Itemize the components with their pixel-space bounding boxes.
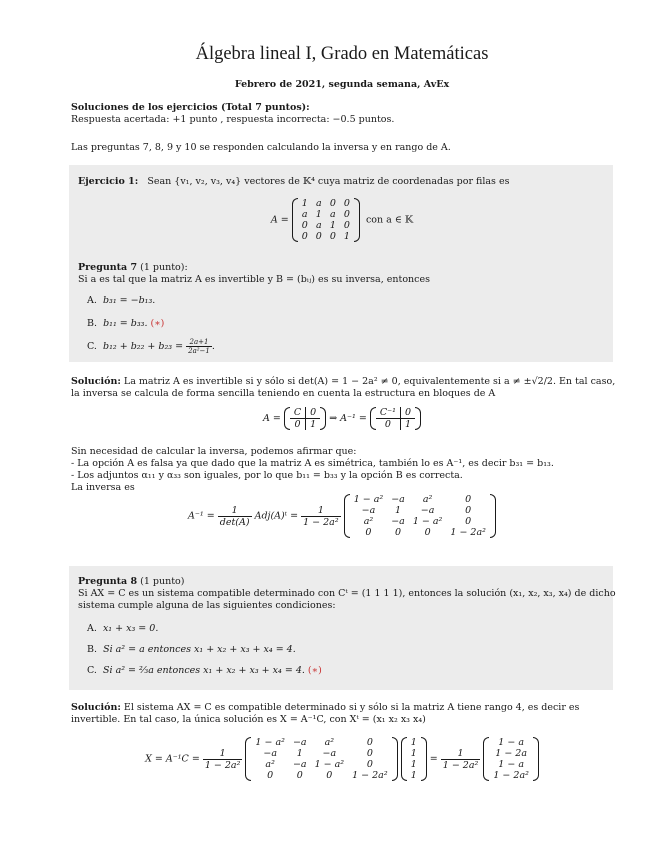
block-matrix-a-inverse: C⁻¹ 0 0 1 bbox=[370, 407, 421, 430]
solution-8-label: Solución: bbox=[71, 702, 121, 713]
solution-x-fraction-2: $\frac{1}{\text{1 − 2a²}}$ bbox=[442, 747, 479, 771]
correct-answer-mark: (∗) bbox=[150, 318, 165, 329]
matrix-a-condition: con a ∈ 𝕂 bbox=[365, 214, 414, 226]
solution-7-label: Solución: bbox=[71, 376, 121, 387]
inverse-formula-display: A⁻¹ = $\frac{1}{\det(A)}$ Adj(A)ᵗ = $\frac{1}{\text{1 − 2a²}}$ 1 − a² −a a² 0 −a 1 −a 0 a² −a 1 − a² 0 0 0 0 1 − 2a² bbox=[71, 494, 613, 538]
solution-x-fraction: $\frac{1}{\text{1 − 2a²}}$ bbox=[204, 747, 241, 771]
solutions-heading: Soluciones de los ejercicios (Total 7 puntos): bbox=[71, 102, 310, 113]
solution-x-display: X = A⁻¹C = $\frac{1}{\text{1 − 2a²}}$ 1 − a² −a a² 0 −a 1 −a 0 a² −a 1 − a² 0 0 0 0 1 − 2a² 1 1 1 1 = $\frac{1}{\text{1 − 2a²}}$ 1 − a 1 − 2a 1 − a 1 − 2a² bbox=[71, 737, 613, 781]
block-structure-display: A = C 0 0 1 ⇒ A⁻¹ = C⁻¹ 0 0 1 bbox=[71, 407, 613, 430]
solution-7-line-2: la inversa se calcula de forma sencilla teniendo en cuenta la estructura en bloques de A bbox=[71, 388, 496, 399]
ones-vector: 1 1 1 1 bbox=[401, 737, 427, 781]
solution-8-line-1: Solución: El sistema AX = C es compatible determinado si y sólo si la matriz A tiene rango 4, es decir es bbox=[71, 702, 580, 713]
solution-7-line-1: Solución: La matriz A es invertible si y sólo si det(A) = 1 − 2a² ≠ 0, equivalentemente si a ≠ ±√2/2. En tal caso, bbox=[71, 376, 616, 387]
question-7-option-b[interactable]: B. b₁₁ = b₃₃. (∗) bbox=[87, 318, 165, 329]
question-8-statement-1: Si AX = C es un sistema compatible determinado con Cᵗ = (1 1 1 1), entonces la solución (x₁, x₂, x₃, x₄) de dicho bbox=[78, 588, 616, 599]
block-matrix-a: C 0 0 1 bbox=[284, 407, 326, 430]
question-8-option-c[interactable]: C. Si a² = ⅔a entonces x₁ + x₂ + x₃ + x₄ = 4. (∗) bbox=[87, 665, 322, 676]
scoring-rule: Respuesta acertada: +1 punto , respuesta incorrecta: −0.5 puntos. bbox=[71, 114, 395, 125]
inverse-fraction-1: $\frac{1}{\det(A)}$ bbox=[219, 504, 250, 528]
solution-7-after-1: Sin necesidad de calcular la inversa, podemos afirmar que: bbox=[71, 446, 357, 457]
matrix-a-lhs: A = bbox=[270, 214, 289, 226]
result-vector: 1 − a 1 − 2a 1 − a 1 − 2a² bbox=[483, 737, 539, 781]
question-8-option-b[interactable]: B. Si a² = a entonces x₁ + x₂ + x₃ + x₄ = 4. bbox=[87, 644, 296, 655]
option-c-fraction: $\frac{2a+1}{\text{2a²−1}}$ bbox=[188, 338, 210, 355]
exercise-1-text: Sean {v₁, v₂, v₃, v₄} vectores de 𝕂⁴ cuya matriz de coordenadas por filas es bbox=[147, 176, 510, 187]
question-8-option-a[interactable]: A. x₁ + x₃ = 0. bbox=[87, 623, 159, 634]
inverse-matrix: 1 − a² −a a² 0 −a 1 −a 0 a² −a 1 − a² 0 0 0 0 1 − 2a² bbox=[344, 494, 496, 538]
question-8-heading: Pregunta 8 (1 punto) bbox=[78, 576, 185, 587]
question-7-option-c[interactable]: C. b₁₂ + b₂₂ + b₂₃ = $\frac{2a+1}{\text{2a²−1}}$ . bbox=[87, 338, 215, 355]
solution-7-after-2: - La opción A es falsa ya que dado que la matriz A es simétrica, también lo es A⁻¹, es decir b₃₁ = b₁₃. bbox=[71, 458, 554, 469]
document-subtitle: Febrero de 2021, segunda semana, AvEx bbox=[234, 79, 450, 90]
document-title: Álgebra lineal I, Grado en Matemáticas bbox=[195, 44, 489, 64]
question-7-heading: Pregunta 7 (1 punto): bbox=[78, 262, 188, 273]
solution-x-matrix: 1 − a² −a a² 0 −a 1 −a 0 a² −a 1 − a² 0 0 0 0 1 − 2a² bbox=[245, 737, 397, 781]
matrix-a: 1 a 0 0 a 1 a 0 0 a 1 0 0 0 0 1 bbox=[292, 198, 360, 242]
solution-8-line-2: invertible. En tal caso, la única solución es X = A⁻¹C, con Xᵗ = (x₁ x₂ x₃ x₄) bbox=[71, 714, 426, 725]
correct-answer-mark: (∗) bbox=[307, 665, 322, 676]
solution-7-after-4: La inversa es bbox=[71, 482, 135, 493]
exercise-1-statement bbox=[78, 176, 509, 188]
inverse-fraction-2: $\frac{1}{\text{1 − 2a²}}$ bbox=[303, 504, 339, 528]
matrix-a-display bbox=[71, 198, 613, 242]
solution-7-after-3: - Los adjuntos α₁₁ y α₃₃ son iguales, por lo que b₁₁ = b₃₃ y la opción B es correcta. bbox=[71, 470, 463, 481]
question-8-statement-2: sistema cumple alguna de las siguientes condiciones: bbox=[78, 600, 336, 611]
question-7-option-a[interactable]: A. b₃₁ = −b₁₃. bbox=[87, 295, 156, 306]
exercise-1-label: Ejercicio 1: bbox=[78, 176, 139, 187]
intro-note: Las preguntas 7, 8, 9 y 10 se responden calculando la inversa y en rango de A. bbox=[71, 142, 451, 153]
question-7-statement: Si a es tal que la matriz A es invertible y B = (bᵢⱼ) es su inversa, entonces bbox=[78, 274, 430, 285]
